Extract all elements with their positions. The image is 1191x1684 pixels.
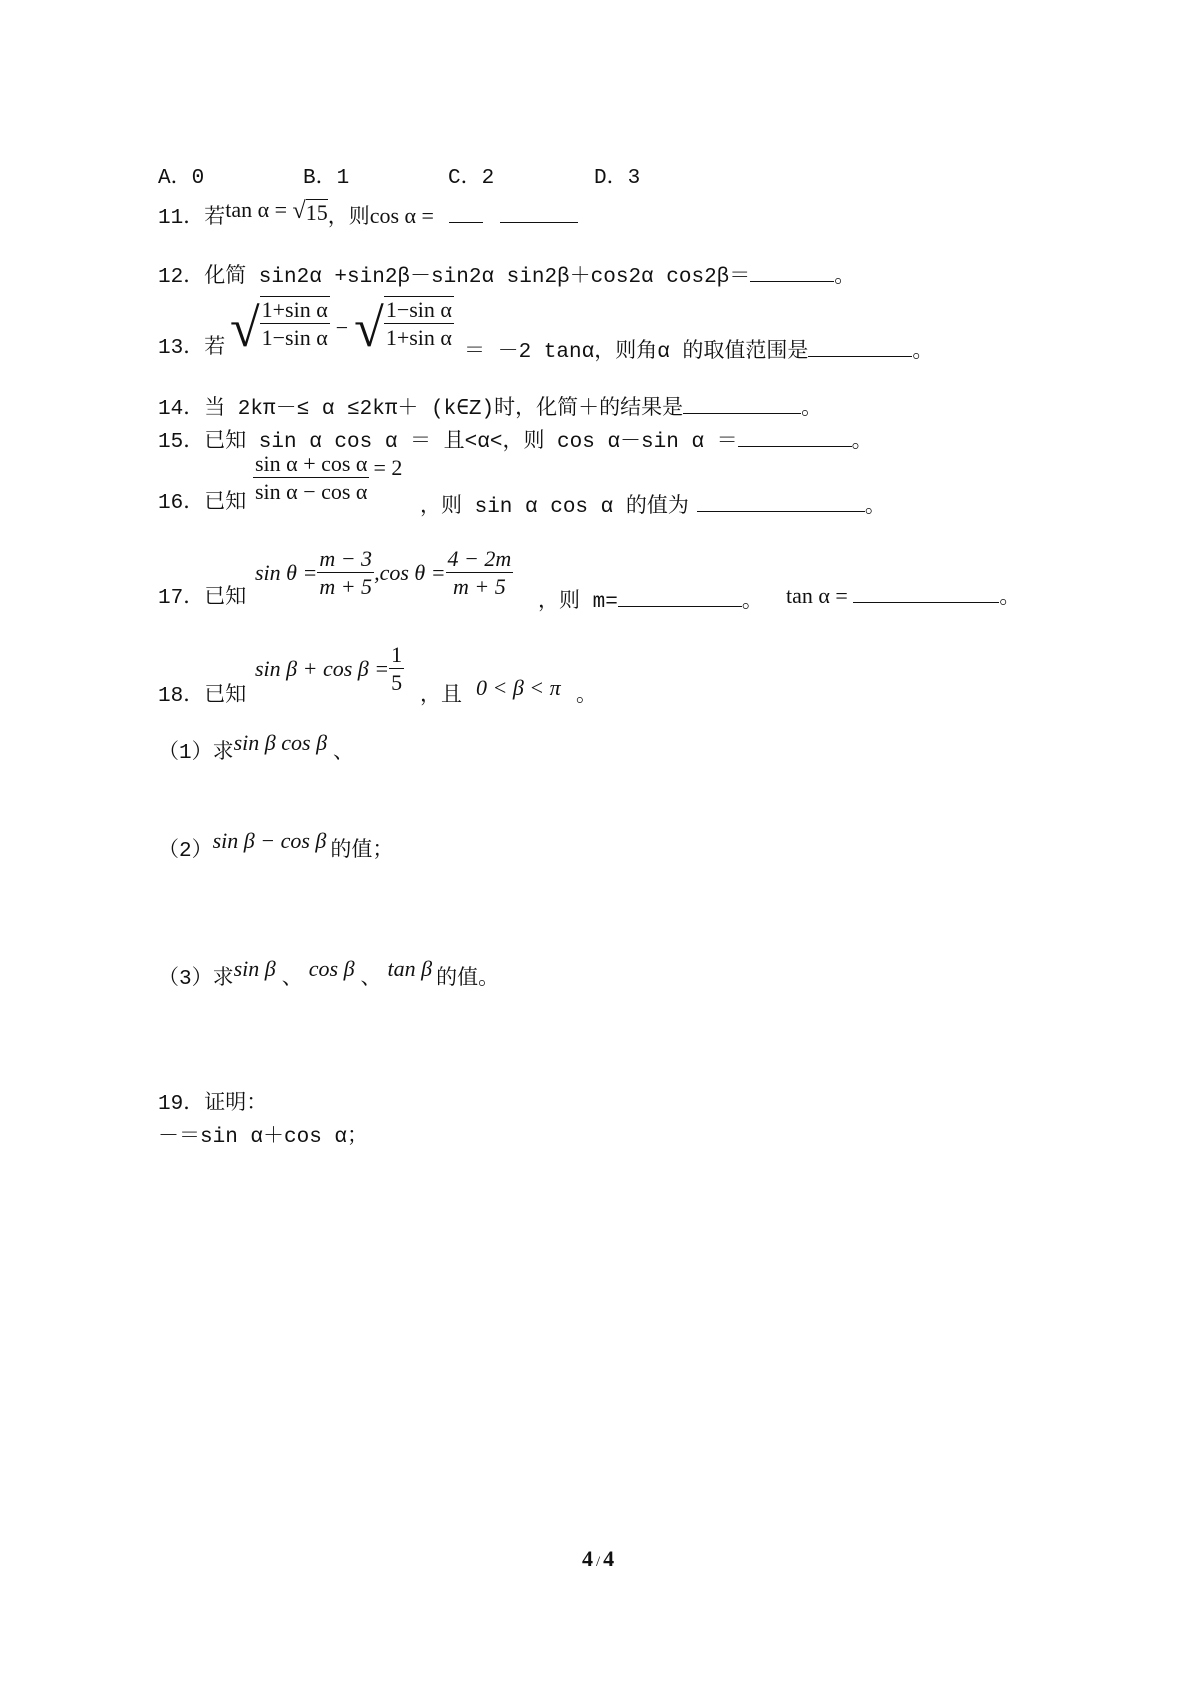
fraction-17a: $\frac{m - 3}{m + 5}$ (319, 546, 373, 599)
page-number: 4 / 4 (582, 1546, 615, 1571)
answer-blank-17m (618, 588, 742, 607)
question-11: 11．若tan α = √ 15 ，则cos α = (158, 204, 578, 230)
question-12: 12．化简 sin2α +sin2β－sin2α sin2β＋cos2α cos2β＝ 。 (158, 263, 855, 288)
sqrt-fraction-1: √ $\frac{\text{1+sin α}}{\text{1−sin α}}$ (230, 297, 328, 358)
option-b: B．1 (303, 167, 350, 190)
question-19-title: 19．证明： (158, 1093, 268, 1116)
answer-blank-11b (500, 204, 578, 223)
answer-blank-16 (697, 493, 865, 512)
answer-blank-11a (449, 204, 483, 223)
answer-blank-17tan (853, 584, 999, 603)
answer-blank-13 (808, 338, 912, 357)
answer-blank-14 (683, 395, 801, 414)
fraction-17b: $\frac{4 - 2m}{m + 5}$ (447, 546, 512, 599)
question-18-part-1: （1）求sin β cos β 、 (158, 730, 355, 765)
question-18-part-3: （3）求sin β 、 cos β 、 tan β 的值。 (158, 956, 500, 991)
option-d: D．3 (594, 167, 641, 190)
option-a: A．0 (158, 167, 205, 190)
question-19-statement: －＝sin α＋cos α； (158, 1126, 369, 1149)
options-line (158, 167, 641, 190)
question-18-part-2: （2）sin β − cos β 的值； (158, 828, 394, 863)
sqrt-15: √ 15 (292, 198, 328, 226)
fraction-16: $\frac{\text{sin α + cos α}}{\text{sin α − cos α}}$ (255, 451, 368, 504)
answer-blank-15 (738, 428, 852, 447)
option-c: C．2 (448, 167, 495, 190)
fraction-18: $\frac{1}{5}$ (391, 642, 403, 695)
answer-blank-12 (750, 263, 834, 282)
sqrt-fraction-2: √ $\frac{\text{1−sin α}}{\text{1+sin α}}$ (354, 297, 452, 358)
question-15: 15．已知 sin α cos α ＝ 且<α<，则 cos α－sin α ＝ 。 (158, 428, 873, 453)
question-14: 14．当 2kπ－≤ α ≤2kπ＋ (k∈Z)时，化简＋的结果是 。 (158, 395, 822, 420)
